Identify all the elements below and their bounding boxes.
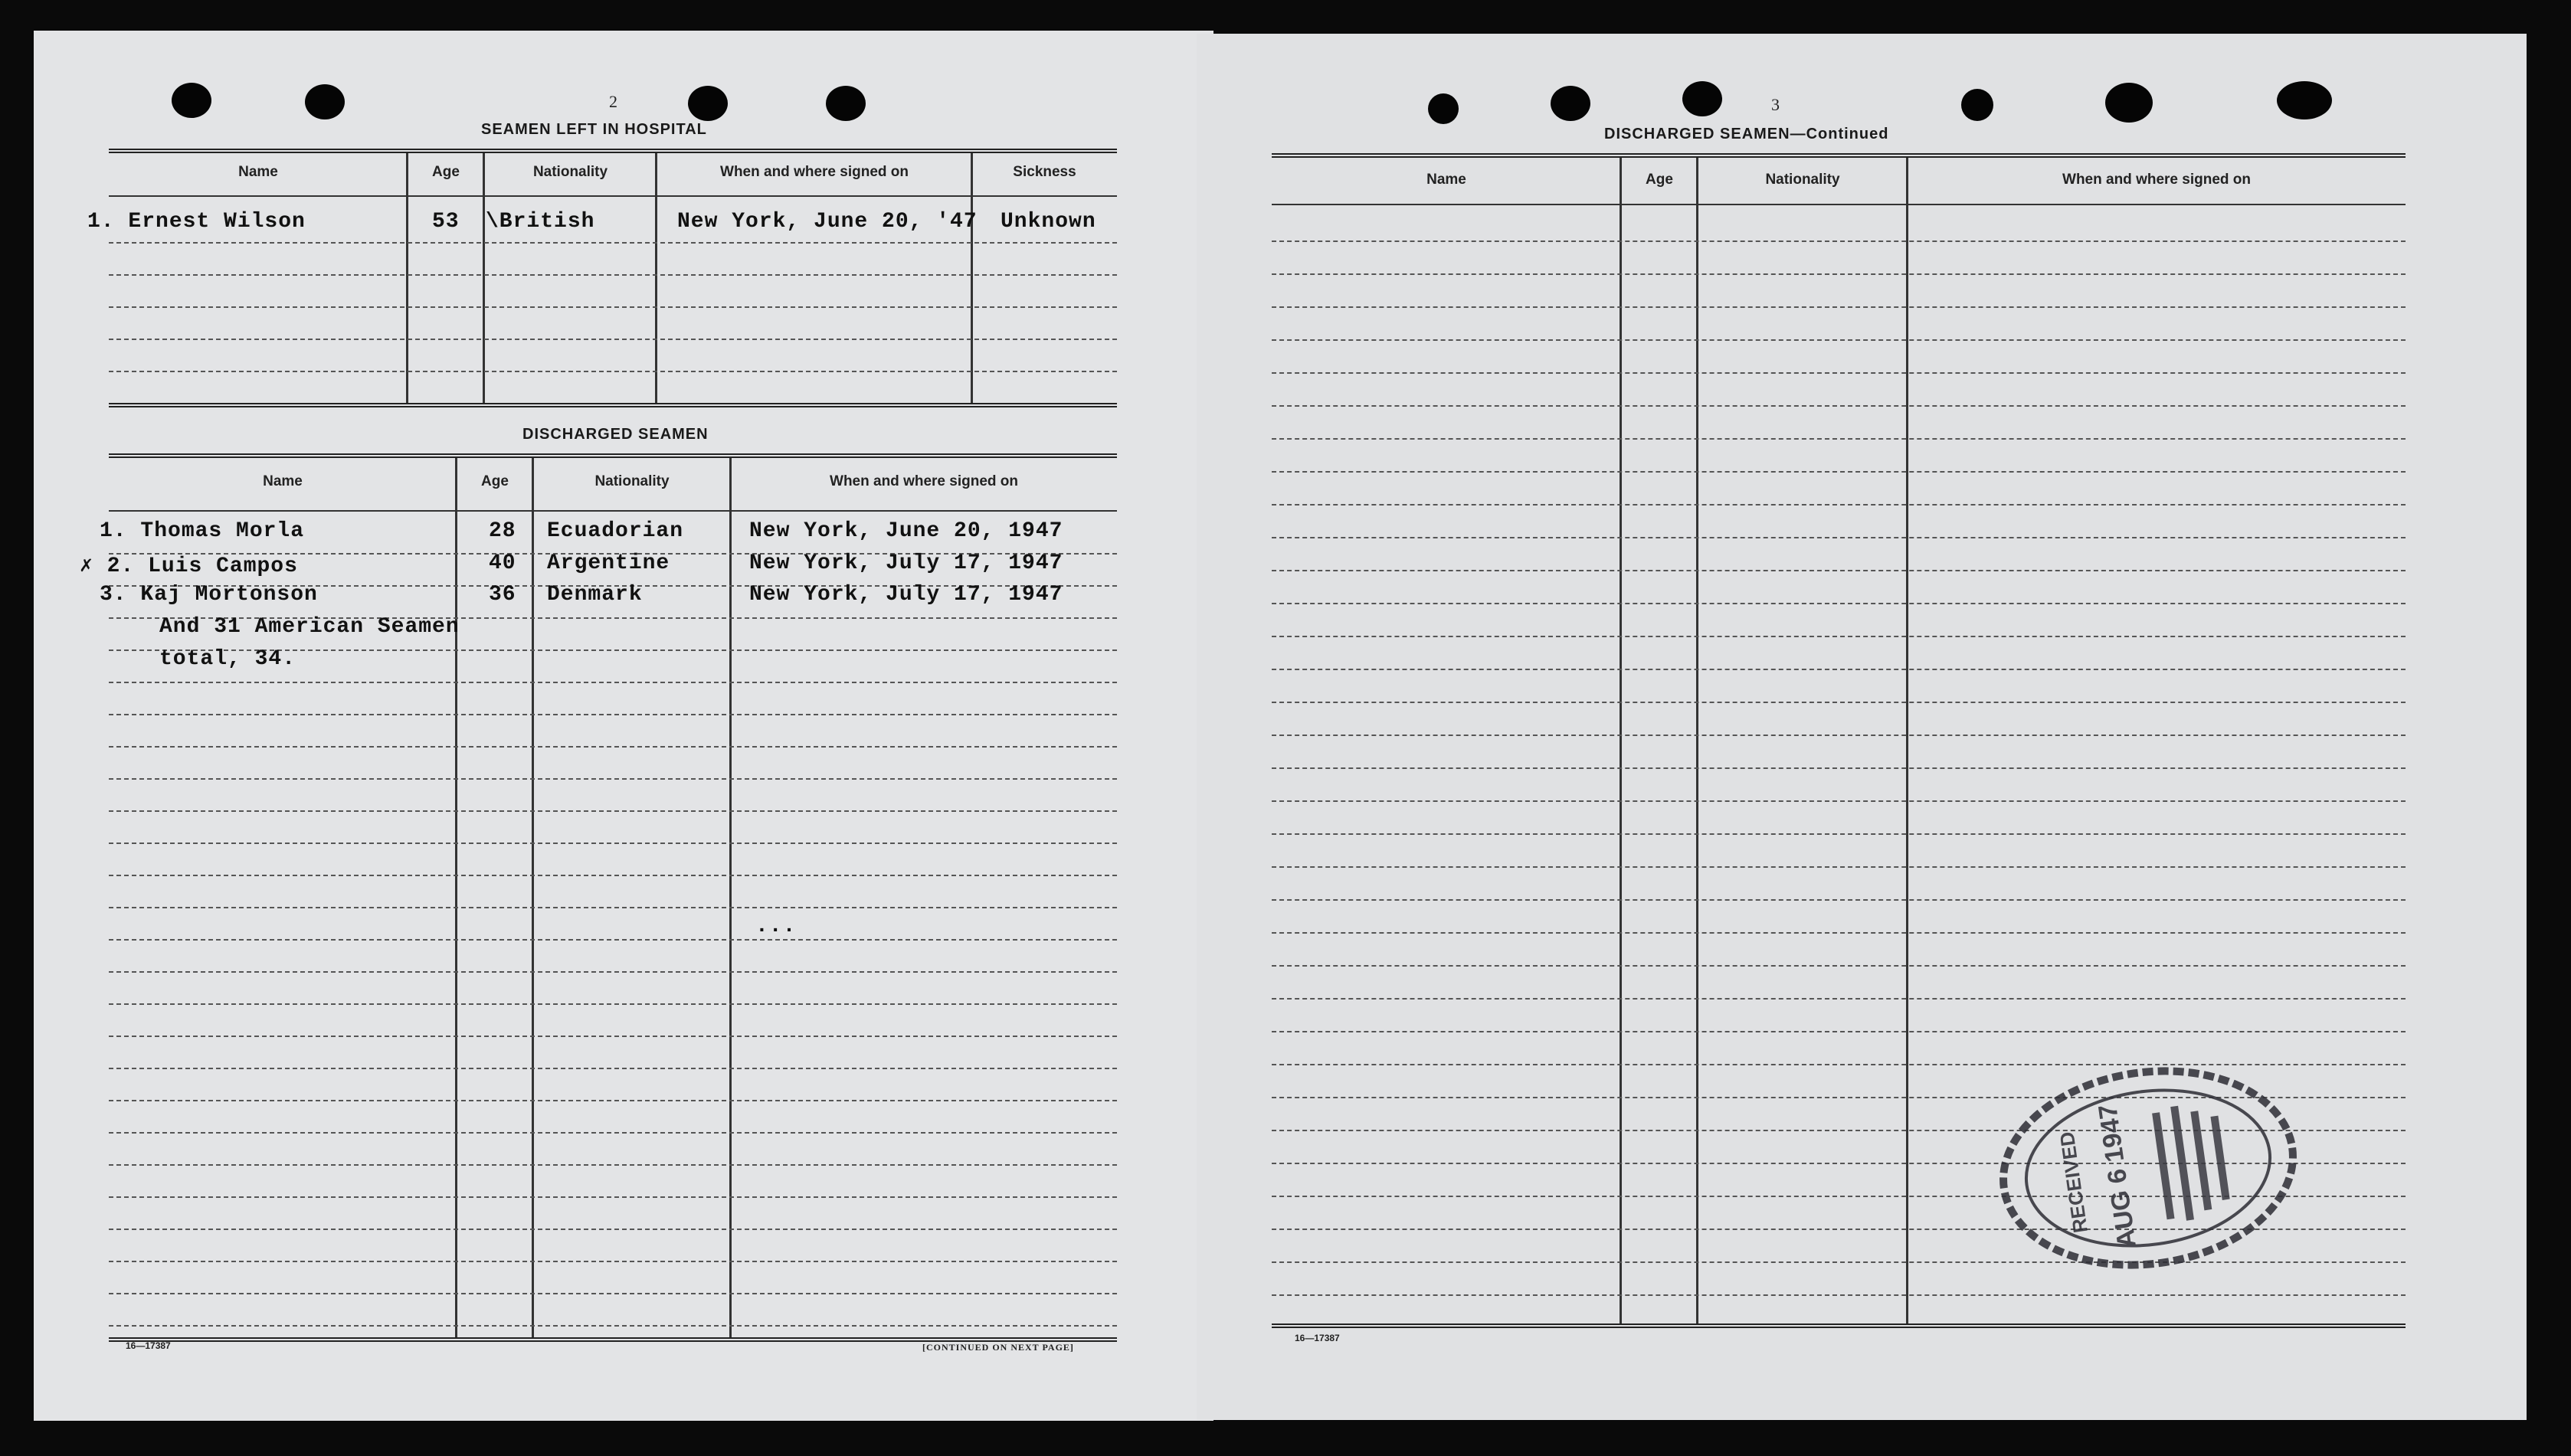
row-line [109,1325,1117,1327]
punch-hole [1682,81,1722,116]
discharged-row-age: 36 [489,583,516,607]
row-line [1272,866,2406,868]
column-divider [729,458,732,1337]
row-line [1272,504,2406,506]
column-divider [1696,158,1698,1323]
form-number: 16—17387 [126,1340,171,1351]
row-line [1272,471,2406,473]
discharged-row-signed-on: New York, July 17, 1947 [749,551,1063,575]
page-number: 3 [1771,95,1780,114]
header-age: Age [481,473,509,489]
row-line [109,682,1117,683]
punch-hole [172,83,211,118]
column-divider [971,153,973,403]
row-line [109,907,1117,908]
row-line [109,778,1117,780]
row-line [109,1068,1117,1069]
row-line [109,1229,1117,1230]
discharged-row-name: ✗ 2. Luis Campos [80,555,298,578]
row-line [109,242,1117,244]
row-line [1272,965,2406,967]
row-line [109,1196,1117,1198]
row-line [109,1132,1117,1134]
hospital-row-signed-on: New York, June 20, '47 [677,210,978,234]
punch-hole [688,86,728,121]
column-divider [532,458,534,1337]
header-signed-on: When and where signed on [830,473,1018,489]
discharged-row-signed-on: New York, July 17, 1947 [749,583,1063,607]
row-line [109,875,1117,876]
column-divider [483,153,485,403]
column-divider [455,458,457,1337]
punch-hole [2277,81,2332,119]
row-line [1272,306,2406,308]
row-line [109,274,1117,276]
hospital-section-title: SEAMEN LEFT IN HOSPITAL [481,121,707,138]
punch-hole [305,84,345,119]
column-divider [655,153,657,403]
hospital-row-sickness: Unknown [1001,210,1096,234]
received-stamp [1995,1057,2301,1279]
header-sickness: Sickness [1013,164,1076,180]
row-line [109,810,1117,812]
header-signed-on: When and where signed on [2062,172,2251,188]
discharged-row-name: 1. Thomas Morla [100,519,305,543]
hospital-row-age: 53 [432,210,460,234]
column-divider [406,153,408,403]
row-line [109,843,1117,844]
row-line [1272,702,2406,703]
column-divider [1906,158,1908,1323]
discharged-row-nationality: Denmark [547,583,643,607]
row-line [1272,735,2406,736]
row-line [109,306,1117,308]
stamp-text-block [2210,1116,2229,1200]
row-line [109,1003,1117,1005]
discharged-row-name: 3. Kaj Mortonson [100,583,318,607]
continued-note: [CONTINUED ON NEXT PAGE] [922,1342,1074,1353]
row-line [109,1293,1117,1294]
header-signed-on: When and where signed on [720,164,909,180]
row-line [109,1100,1117,1101]
header-nationality: Nationality [532,164,608,180]
stamp-text-block [2170,1106,2194,1221]
page-number: 2 [609,92,617,111]
row-line [1272,1031,2406,1032]
row-line [1272,240,2406,242]
discharged-row-nationality: Argentine [547,551,670,575]
stamp-text-block [2152,1112,2174,1219]
row-line [1272,438,2406,440]
row-line [109,371,1117,372]
form-number: 16—17387 [1295,1333,1340,1343]
row-line [1272,998,2406,1000]
stamp-inner-ring [2016,1075,2281,1261]
discharged-row-age: 40 [489,551,516,575]
discharged-row-age: 28 [489,519,516,543]
row-line [109,939,1117,941]
discharged-section-title: DISCHARGED SEAMEN [522,426,709,443]
header-nationality: Nationality [1765,172,1840,188]
row-line [1272,570,2406,571]
row-line [109,339,1117,340]
hospital-row-nationality: \British [486,210,595,234]
column-divider [1620,158,1622,1323]
discharged-continued-title: DISCHARGED SEAMEN—Continued [1604,126,1889,142]
row-line [1272,1294,2406,1296]
row-line [1272,405,2406,407]
row-line [109,1036,1117,1037]
discharged-row-nationality: Ecuadorian [547,519,684,543]
hospital-table [109,149,1117,407]
ellipsis: ... [755,914,797,938]
row-line [1272,669,2406,670]
discharged-note-line-2: total, 34. [159,647,296,671]
row-line [109,971,1117,973]
row-line [1272,273,2406,275]
row-line [1272,537,2406,538]
discharged-row-signed-on: New York, June 20, 1947 [749,519,1063,543]
punch-hole [826,86,866,121]
stamp-date: AUG 6 1947 [2093,1102,2143,1250]
row-line [109,746,1117,748]
punch-hole [1551,86,1590,121]
row-line [1272,339,2406,341]
row-line [1272,767,2406,769]
stamp-text-block [2190,1111,2212,1210]
header-name: Name [1426,172,1466,188]
row-line [109,1164,1117,1166]
header-nationality: Nationality [594,473,670,489]
hospital-row-name: 1. Ernest Wilson [87,210,306,234]
header-name: Name [238,164,278,180]
row-line [109,1261,1117,1262]
row-line [1272,833,2406,835]
row-line [1272,636,2406,637]
discharged-note-line-1: And 31 American Seamen [159,615,460,639]
header-age: Age [1646,172,1673,188]
row-line [1272,932,2406,934]
header-age: Age [432,164,460,180]
row-line [1272,899,2406,901]
row-line [109,714,1117,715]
punch-hole [2105,83,2153,123]
header-name: Name [263,473,303,489]
punch-hole [1428,93,1459,124]
punch-hole [1961,89,1993,121]
row-line [1272,603,2406,604]
stamp-label: RECEIVED [2055,1130,2092,1235]
row-line [1272,800,2406,802]
row-line [1272,372,2406,374]
